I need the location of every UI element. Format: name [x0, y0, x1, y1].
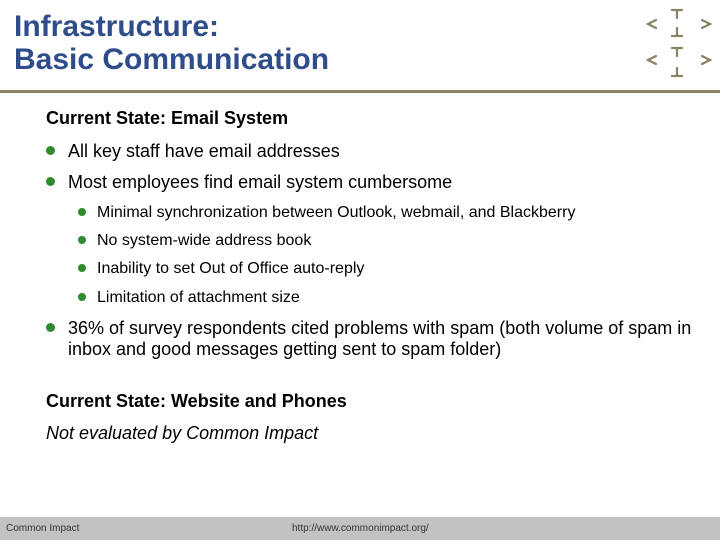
sub-bullet-address-book: [78, 231, 311, 250]
bullet-text: Most employees find email system cumbersome: [68, 172, 453, 192]
bullet-dot-icon: [46, 146, 55, 155]
footer-org: Common Impact: [6, 523, 80, 534]
bullet-spam: [46, 318, 706, 360]
sub-bullet-attachment: [78, 288, 300, 307]
sub-bullet-sync: [78, 203, 575, 222]
bullet-dot-icon: [46, 323, 55, 332]
slide-title: [14, 10, 329, 76]
sub-bullet-dot-icon: [78, 293, 86, 301]
bullet-dot-icon: [46, 177, 55, 186]
sub-bullet-dot-icon: [78, 264, 86, 272]
email-section-heading: Current State: Email System: [46, 108, 289, 128]
bullet-text: 36% of survey respondents cited problems with spam (both volume of spam in inbox and good messages getting sent to spam folder): [68, 318, 692, 359]
arrows-logo-icon: [640, 2, 720, 82]
footer-url: http://www.commonimpact.org/: [292, 523, 429, 534]
bullet-cumbersome: [46, 172, 706, 193]
sub-bullet-dot-icon: [78, 236, 86, 244]
web-section-heading: Current State: Website and Phones: [46, 391, 347, 411]
sub-bullet-text: Minimal synchronization between Outlook, webmail, and Blackberry: [97, 204, 576, 221]
sub-bullet-text: Inability to set Out of Office auto-reply: [97, 260, 365, 277]
sub-bullet-dot-icon: [78, 208, 86, 216]
sub-bullet-text: Limitation of attachment size: [97, 289, 300, 306]
footer-bar: [0, 517, 720, 540]
title-divider: [0, 90, 720, 93]
title-line-2: Basic Communication: [14, 43, 330, 76]
bullet-text: All key staff have email addresses: [68, 141, 340, 161]
sub-bullet-out-of-office: [78, 259, 364, 278]
bullet-staff-email: [46, 141, 706, 162]
title-line-1: Infrastructure:: [14, 10, 220, 43]
web-section-note: Not evaluated by Common Impact: [46, 423, 319, 443]
sub-bullet-text: No system-wide address book: [97, 232, 312, 249]
